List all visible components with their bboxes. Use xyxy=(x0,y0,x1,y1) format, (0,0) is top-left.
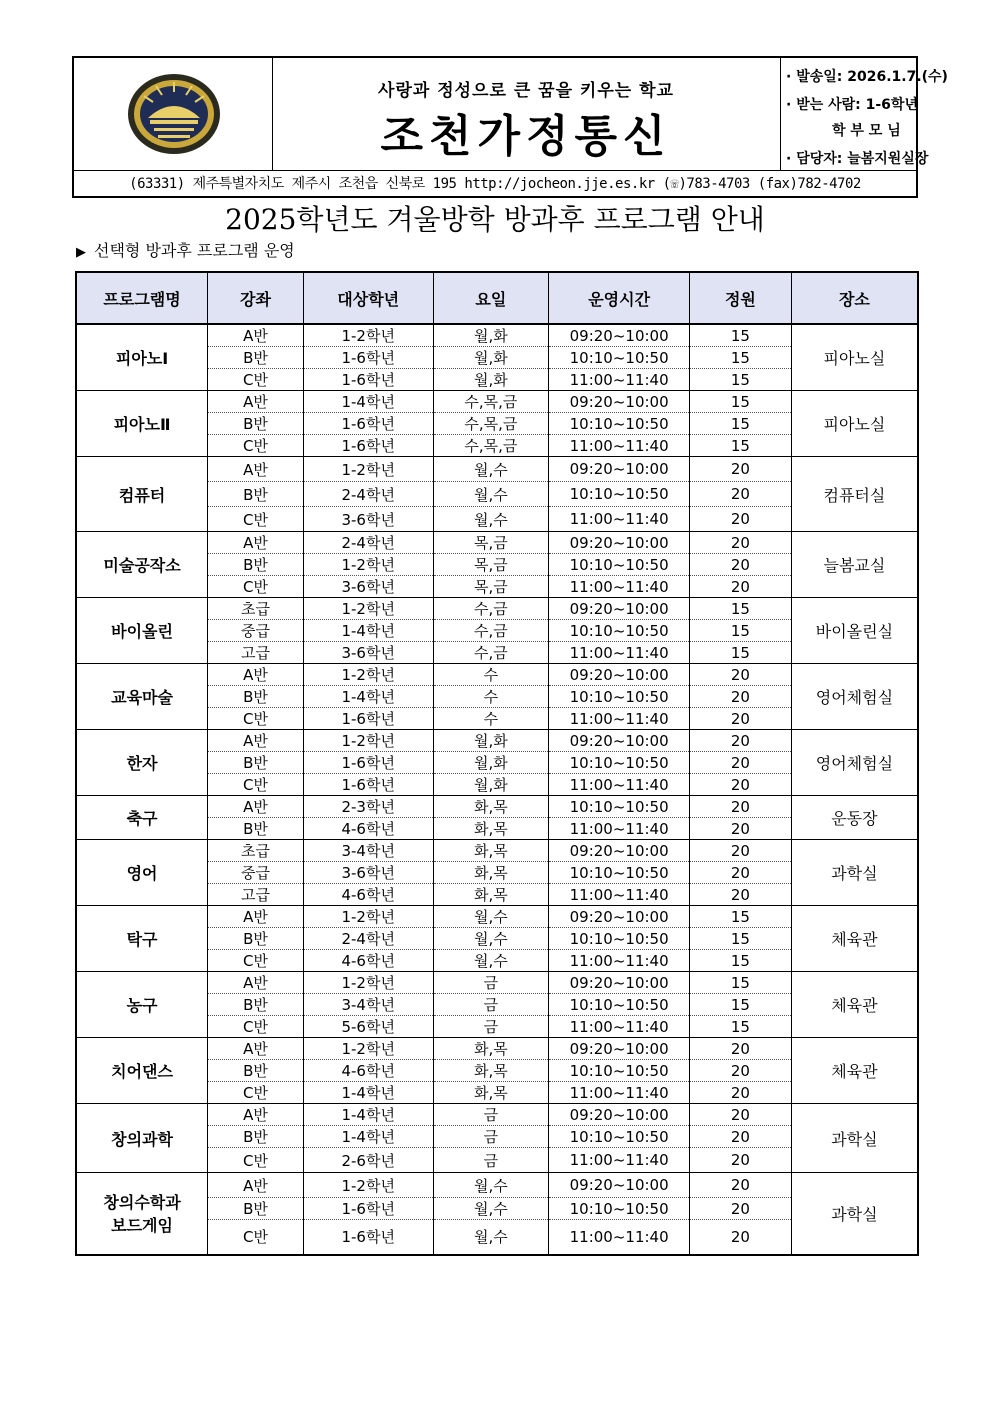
time-cell: 10:10~10:50 xyxy=(549,620,690,642)
days-cell: 수 xyxy=(433,708,549,730)
table-row xyxy=(76,598,918,620)
grade-cell: 2-4학년 xyxy=(303,928,433,950)
time-cell: 11:00~11:40 xyxy=(549,884,690,906)
program-name: 영어 xyxy=(76,840,208,906)
time-cell: 10:10~10:50 xyxy=(549,1126,690,1148)
program-schedule-table xyxy=(75,271,919,1256)
document-title: 2025학년도 겨울방학 방과후 프로그램 안내 xyxy=(225,203,765,236)
class-cell: 초급 xyxy=(208,598,304,620)
days-cell: 월,화 xyxy=(433,369,549,391)
place-cell: 바이올린실 xyxy=(791,598,918,664)
days-cell: 월,수 xyxy=(433,482,549,507)
time-cell: 09:20~10:00 xyxy=(549,598,690,620)
time-cell: 10:10~10:50 xyxy=(549,928,690,950)
days-cell: 월,화 xyxy=(433,774,549,796)
capacity-cell: 15 xyxy=(690,324,792,347)
class-cell: B반 xyxy=(208,1060,304,1082)
place-cell: 과학실 xyxy=(791,1173,918,1255)
column-header: 요일 xyxy=(433,272,549,324)
program-name: 교육마술 xyxy=(76,664,208,730)
place-cell: 컴퓨터실 xyxy=(791,457,918,532)
grade-cell: 1-2학년 xyxy=(303,1173,433,1198)
capacity-cell: 15 xyxy=(690,369,792,391)
recipient: · 받는 사람: 1-6학년 xyxy=(786,97,918,113)
time-cell: 10:10~10:50 xyxy=(549,1198,690,1220)
class-cell: C반 xyxy=(208,774,304,796)
capacity-cell: 20 xyxy=(690,730,792,752)
days-cell: 수,목,금 xyxy=(433,413,549,435)
days-cell: 목,금 xyxy=(433,554,549,576)
grade-cell: 2-6학년 xyxy=(303,1148,433,1173)
capacity-cell: 20 xyxy=(690,1220,792,1255)
class-cell: C반 xyxy=(208,1082,304,1104)
place-cell: 체육관 xyxy=(791,1038,918,1104)
days-cell: 월,수 xyxy=(433,928,549,950)
time-cell: 11:00~11:40 xyxy=(549,369,690,391)
grade-cell: 1-6학년 xyxy=(303,752,433,774)
grade-cell: 1-4학년 xyxy=(303,1082,433,1104)
column-header: 대상학년 xyxy=(303,272,433,324)
grade-cell: 1-2학년 xyxy=(303,972,433,994)
grade-cell: 3-6학년 xyxy=(303,576,433,598)
days-cell: 월,수 xyxy=(433,950,549,972)
class-cell: B반 xyxy=(208,928,304,950)
time-cell: 10:10~10:50 xyxy=(549,1060,690,1082)
capacity-cell: 15 xyxy=(690,950,792,972)
column-header: 운영시간 xyxy=(549,272,690,324)
days-cell: 금 xyxy=(433,972,549,994)
program-name: 농구 xyxy=(76,972,208,1038)
time-cell: 09:20~10:00 xyxy=(549,1038,690,1060)
capacity-cell: 20 xyxy=(690,532,792,554)
class-cell: C반 xyxy=(208,576,304,598)
class-cell: A반 xyxy=(208,1038,304,1060)
table-body xyxy=(76,324,918,1255)
days-cell: 월,화 xyxy=(433,730,549,752)
info-cell xyxy=(780,58,948,170)
grade-cell: 1-6학년 xyxy=(303,1198,433,1220)
days-cell: 화,목 xyxy=(433,796,549,818)
place-cell: 운동장 xyxy=(791,796,918,840)
time-cell: 11:00~11:40 xyxy=(549,435,690,457)
class-cell: B반 xyxy=(208,554,304,576)
triangle-bullet-icon: ▶ xyxy=(76,245,86,260)
days-cell: 월,화 xyxy=(433,752,549,774)
time-cell: 09:20~10:00 xyxy=(549,840,690,862)
capacity-cell: 20 xyxy=(690,507,792,532)
grade-cell: 4-6학년 xyxy=(303,950,433,972)
days-cell: 수,금 xyxy=(433,642,549,664)
days-cell: 금 xyxy=(433,1016,549,1038)
grade-cell: 1-2학년 xyxy=(303,664,433,686)
time-cell: 09:20~10:00 xyxy=(549,1173,690,1198)
program-name: 치어댄스 xyxy=(76,1038,208,1104)
time-cell: 09:20~10:00 xyxy=(549,1104,690,1126)
place-cell: 체육관 xyxy=(791,906,918,972)
capacity-cell: 15 xyxy=(690,972,792,994)
capacity-cell: 20 xyxy=(690,796,792,818)
place-cell: 과학실 xyxy=(791,840,918,906)
capacity-cell: 20 xyxy=(690,818,792,840)
program-name: 미술공작소 xyxy=(76,532,208,598)
time-cell: 10:10~10:50 xyxy=(549,686,690,708)
capacity-cell: 15 xyxy=(690,598,792,620)
table-row xyxy=(76,1173,918,1198)
grade-cell: 1-2학년 xyxy=(303,554,433,576)
days-cell: 월,수 xyxy=(433,1198,549,1220)
capacity-cell: 20 xyxy=(690,664,792,686)
table-row xyxy=(76,972,918,994)
capacity-cell: 15 xyxy=(690,928,792,950)
capacity-cell: 20 xyxy=(690,884,792,906)
days-cell: 수,금 xyxy=(433,620,549,642)
class-cell: B반 xyxy=(208,1126,304,1148)
class-cell: 고급 xyxy=(208,884,304,906)
school-emblem-icon xyxy=(126,72,222,156)
capacity-cell: 20 xyxy=(690,482,792,507)
days-cell: 월,수 xyxy=(433,1173,549,1198)
days-cell: 화,목 xyxy=(433,862,549,884)
grade-cell: 1-6학년 xyxy=(303,774,433,796)
table-row xyxy=(76,391,918,413)
capacity-cell: 20 xyxy=(690,708,792,730)
time-cell: 09:20~10:00 xyxy=(549,972,690,994)
days-cell: 수 xyxy=(433,686,549,708)
grade-cell: 5-6학년 xyxy=(303,1016,433,1038)
class-cell: A반 xyxy=(208,1173,304,1198)
capacity-cell: 20 xyxy=(690,1060,792,1082)
time-cell: 10:10~10:50 xyxy=(549,554,690,576)
days-cell: 수,금 xyxy=(433,598,549,620)
table-row xyxy=(76,1038,918,1060)
class-cell: 중급 xyxy=(208,620,304,642)
grade-cell: 3-4학년 xyxy=(303,994,433,1016)
class-cell: C반 xyxy=(208,1016,304,1038)
days-cell: 화,목 xyxy=(433,840,549,862)
class-cell: 고급 xyxy=(208,642,304,664)
capacity-cell: 20 xyxy=(690,774,792,796)
logo-cell xyxy=(74,58,273,170)
class-cell: B반 xyxy=(208,994,304,1016)
capacity-cell: 20 xyxy=(690,1173,792,1198)
days-cell: 수,목,금 xyxy=(433,391,549,413)
grade-cell: 1-6학년 xyxy=(303,347,433,369)
header-top xyxy=(74,58,948,171)
capacity-cell: 15 xyxy=(690,620,792,642)
time-cell: 11:00~11:40 xyxy=(549,642,690,664)
class-cell: A반 xyxy=(208,324,304,347)
class-cell: B반 xyxy=(208,347,304,369)
grade-cell: 4-6학년 xyxy=(303,884,433,906)
class-cell: C반 xyxy=(208,950,304,972)
capacity-cell: 20 xyxy=(690,457,792,482)
class-cell: C반 xyxy=(208,435,304,457)
capacity-cell: 20 xyxy=(690,554,792,576)
time-cell: 10:10~10:50 xyxy=(549,994,690,1016)
table-row xyxy=(76,840,918,862)
time-cell: 09:20~10:00 xyxy=(549,457,690,482)
grade-cell: 1-6학년 xyxy=(303,708,433,730)
days-cell: 화,목 xyxy=(433,1082,549,1104)
column-header: 강좌 xyxy=(208,272,304,324)
grade-cell: 1-2학년 xyxy=(303,1038,433,1060)
class-cell: C반 xyxy=(208,507,304,532)
capacity-cell: 20 xyxy=(690,1082,792,1104)
grade-cell: 2-4학년 xyxy=(303,482,433,507)
capacity-cell: 15 xyxy=(690,347,792,369)
grade-cell: 1-4학년 xyxy=(303,1104,433,1126)
grade-cell: 4-6학년 xyxy=(303,818,433,840)
days-cell: 금 xyxy=(433,1126,549,1148)
place-cell: 피아노실 xyxy=(791,391,918,457)
class-cell: B반 xyxy=(208,482,304,507)
time-cell: 09:20~10:00 xyxy=(549,730,690,752)
grade-cell: 1-6학년 xyxy=(303,1220,433,1255)
days-cell: 월,수 xyxy=(433,507,549,532)
time-cell: 11:00~11:40 xyxy=(549,774,690,796)
time-cell: 09:20~10:00 xyxy=(549,664,690,686)
grade-cell: 3-6학년 xyxy=(303,862,433,884)
grade-cell: 2-3학년 xyxy=(303,796,433,818)
days-cell: 목,금 xyxy=(433,576,549,598)
grade-cell: 1-2학년 xyxy=(303,324,433,347)
table-row xyxy=(76,730,918,752)
time-cell: 09:20~10:00 xyxy=(549,532,690,554)
class-cell: C반 xyxy=(208,1220,304,1255)
capacity-cell: 15 xyxy=(690,1016,792,1038)
program-name: 피아노Ⅱ xyxy=(76,391,208,457)
time-cell: 11:00~11:40 xyxy=(549,507,690,532)
time-cell: 10:10~10:50 xyxy=(549,752,690,774)
time-cell: 11:00~11:40 xyxy=(549,1082,690,1104)
class-cell: C반 xyxy=(208,369,304,391)
days-cell: 화,목 xyxy=(433,818,549,840)
grade-cell: 1-2학년 xyxy=(303,457,433,482)
issue-date: · 발송일: 2026.1.7.(수) xyxy=(786,69,948,85)
table-row xyxy=(76,796,918,818)
days-cell: 금 xyxy=(433,994,549,1016)
capacity-cell: 20 xyxy=(690,862,792,884)
time-cell: 10:10~10:50 xyxy=(549,482,690,507)
capacity-cell: 20 xyxy=(690,1148,792,1173)
program-name: 한자 xyxy=(76,730,208,796)
manager: · 담당자: 늘봄지원실장 xyxy=(786,151,929,167)
table-row xyxy=(76,324,918,347)
time-cell: 09:20~10:00 xyxy=(549,324,690,347)
school-address: (63331) 제주특별자치도 제주시 조천읍 신북로 195 http://jocheon.jje.es.kr (☏)783-4703 (fax)782-4702 xyxy=(129,176,861,192)
title-cell xyxy=(272,58,781,170)
capacity-cell: 15 xyxy=(690,435,792,457)
class-cell: A반 xyxy=(208,796,304,818)
program-name: 창의수학과 보드게임 xyxy=(76,1173,208,1255)
class-cell: A반 xyxy=(208,730,304,752)
days-cell: 화,목 xyxy=(433,1038,549,1060)
newsletter-title: 조천가정통신 xyxy=(380,111,672,162)
time-cell: 11:00~11:40 xyxy=(549,1220,690,1255)
grade-cell: 1-6학년 xyxy=(303,435,433,457)
days-cell: 월,화 xyxy=(433,324,549,347)
school-slogan: 사랑과 정성으로 큰 꿈을 키우는 학교 xyxy=(378,81,674,101)
place-cell: 피아노실 xyxy=(791,324,918,391)
days-cell: 수 xyxy=(433,664,549,686)
section-subtitle xyxy=(76,238,295,261)
place-cell: 늘봄교실 xyxy=(791,532,918,598)
time-cell: 11:00~11:40 xyxy=(549,1148,690,1173)
grade-cell: 1-6학년 xyxy=(303,369,433,391)
grade-cell: 1-4학년 xyxy=(303,391,433,413)
table-row xyxy=(76,532,918,554)
grade-cell: 3-6학년 xyxy=(303,642,433,664)
time-cell: 10:10~10:50 xyxy=(549,862,690,884)
place-cell: 영어체험실 xyxy=(791,664,918,730)
table-row xyxy=(76,1104,918,1126)
grade-cell: 1-2학년 xyxy=(303,598,433,620)
time-cell: 10:10~10:50 xyxy=(549,413,690,435)
time-cell: 11:00~11:40 xyxy=(549,818,690,840)
days-cell: 금 xyxy=(433,1148,549,1173)
capacity-cell: 15 xyxy=(690,391,792,413)
table-row xyxy=(76,457,918,482)
class-cell: A반 xyxy=(208,532,304,554)
grade-cell: 1-4학년 xyxy=(303,620,433,642)
grade-cell: 1-4학년 xyxy=(303,1126,433,1148)
grade-cell: 3-4학년 xyxy=(303,840,433,862)
class-cell: A반 xyxy=(208,906,304,928)
days-cell: 수,목,금 xyxy=(433,435,549,457)
program-name: 탁구 xyxy=(76,906,208,972)
days-cell: 화,목 xyxy=(433,884,549,906)
capacity-cell: 15 xyxy=(690,413,792,435)
days-cell: 월,화 xyxy=(433,347,549,369)
table-header-row xyxy=(76,272,918,324)
time-cell: 09:20~10:00 xyxy=(549,906,690,928)
class-cell: C반 xyxy=(208,1148,304,1173)
time-cell: 11:00~11:40 xyxy=(549,1016,690,1038)
days-cell: 화,목 xyxy=(433,1060,549,1082)
grade-cell: 3-6학년 xyxy=(303,507,433,532)
class-cell: A반 xyxy=(208,1104,304,1126)
class-cell: A반 xyxy=(208,457,304,482)
class-cell: B반 xyxy=(208,1198,304,1220)
column-header: 프로그램명 xyxy=(76,272,208,324)
days-cell: 금 xyxy=(433,1104,549,1126)
class-cell: A반 xyxy=(208,972,304,994)
time-cell: 09:20~10:00 xyxy=(549,391,690,413)
column-header: 정원 xyxy=(690,272,792,324)
grade-cell: 1-4학년 xyxy=(303,686,433,708)
newsletter-header xyxy=(72,56,948,198)
grade-cell: 1-2학년 xyxy=(303,906,433,928)
grade-cell: 4-6학년 xyxy=(303,1060,433,1082)
time-cell: 11:00~11:40 xyxy=(549,950,690,972)
capacity-cell: 15 xyxy=(690,642,792,664)
class-cell: B반 xyxy=(208,686,304,708)
days-cell: 목,금 xyxy=(433,532,549,554)
program-name: 바이올린 xyxy=(76,598,208,664)
grade-cell: 2-4학년 xyxy=(303,532,433,554)
subtitle-text: 선택형 방과후 프로그램 운영 xyxy=(94,241,295,260)
class-cell: B반 xyxy=(208,752,304,774)
program-name: 피아노Ⅰ xyxy=(76,324,208,391)
class-cell: B반 xyxy=(208,818,304,840)
recipient-parents: 학 부 모 님 xyxy=(832,123,901,139)
capacity-cell: 20 xyxy=(690,1038,792,1060)
days-cell: 월,수 xyxy=(433,1220,549,1255)
place-cell: 과학실 xyxy=(791,1104,918,1173)
capacity-cell: 20 xyxy=(690,1198,792,1220)
capacity-cell: 15 xyxy=(690,994,792,1016)
column-header: 장소 xyxy=(791,272,918,324)
capacity-cell: 15 xyxy=(690,906,792,928)
place-cell: 체육관 xyxy=(791,972,918,1038)
class-cell: B반 xyxy=(208,413,304,435)
program-name: 축구 xyxy=(76,796,208,840)
time-cell: 10:10~10:50 xyxy=(549,796,690,818)
class-cell: 중급 xyxy=(208,862,304,884)
program-name: 창의과학 xyxy=(76,1104,208,1173)
time-cell: 10:10~10:50 xyxy=(549,347,690,369)
days-cell: 월,수 xyxy=(433,457,549,482)
time-cell: 11:00~11:40 xyxy=(549,708,690,730)
capacity-cell: 20 xyxy=(690,1104,792,1126)
class-cell: A반 xyxy=(208,391,304,413)
table-row xyxy=(76,664,918,686)
days-cell: 월,수 xyxy=(433,906,549,928)
class-cell: 초급 xyxy=(208,840,304,862)
capacity-cell: 20 xyxy=(690,576,792,598)
capacity-cell: 20 xyxy=(690,1126,792,1148)
capacity-cell: 20 xyxy=(690,686,792,708)
capacity-cell: 20 xyxy=(690,752,792,774)
grade-cell: 1-6학년 xyxy=(303,413,433,435)
time-cell: 11:00~11:40 xyxy=(549,576,690,598)
program-name: 컴퓨터 xyxy=(76,457,208,532)
place-cell: 영어체험실 xyxy=(791,730,918,796)
table-row xyxy=(76,906,918,928)
class-cell: A반 xyxy=(208,664,304,686)
class-cell: C반 xyxy=(208,708,304,730)
grade-cell: 1-2학년 xyxy=(303,730,433,752)
capacity-cell: 20 xyxy=(690,840,792,862)
